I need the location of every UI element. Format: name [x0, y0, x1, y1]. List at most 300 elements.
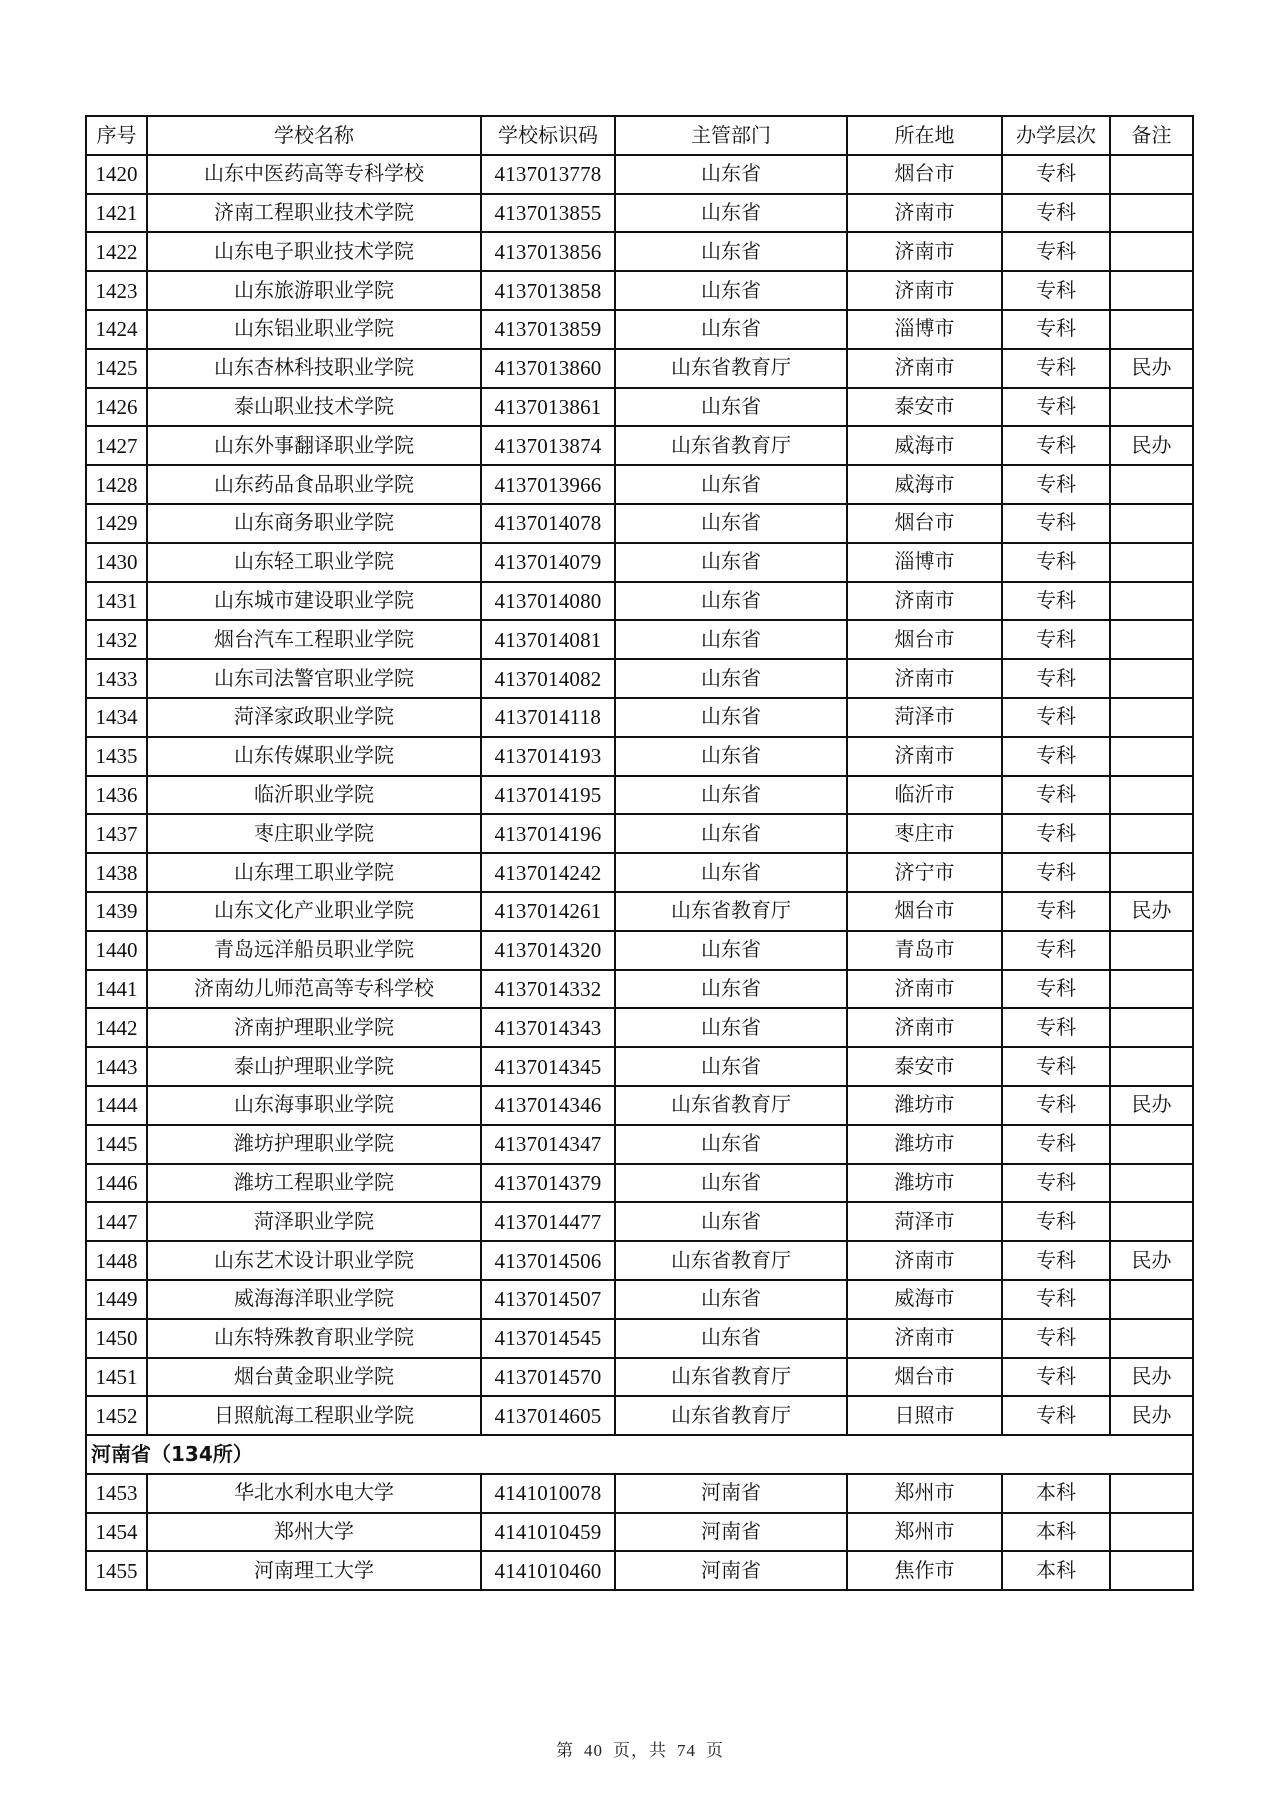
table-row [86, 271, 1193, 310]
cell-school-code: 4137013856 [481, 232, 615, 271]
cell-location: 济南市 [847, 582, 1002, 621]
cell-index: 1432 [86, 620, 147, 659]
cell-remarks [1110, 698, 1193, 737]
cell-school-name: 潍坊护理职业学院 [147, 1125, 481, 1164]
cell-school-code: 4137013874 [481, 426, 615, 465]
cell-index: 1439 [86, 892, 147, 931]
cell-level: 专科 [1002, 1086, 1110, 1125]
table-row [86, 1396, 1193, 1435]
cell-school-code: 4137014196 [481, 814, 615, 853]
cell-level: 本科 [1002, 1474, 1110, 1513]
cell-level: 专科 [1002, 1358, 1110, 1397]
cell-authority: 山东省教育厅 [615, 1241, 847, 1280]
cell-school-name: 潍坊工程职业学院 [147, 1164, 481, 1203]
cell-remarks [1110, 1125, 1193, 1164]
cell-index: 1455 [86, 1551, 147, 1590]
cell-level: 专科 [1002, 271, 1110, 310]
cell-level: 专科 [1002, 1008, 1110, 1047]
cell-school-name: 山东杏林科技职业学院 [147, 349, 481, 388]
cell-school-name: 山东特殊教育职业学院 [147, 1319, 481, 1358]
cell-remarks [1110, 931, 1193, 970]
cell-location: 济南市 [847, 737, 1002, 776]
cell-school-name: 郑州大学 [147, 1513, 481, 1552]
cell-authority: 山东省 [615, 310, 847, 349]
table-row [86, 814, 1193, 853]
cell-level: 专科 [1002, 620, 1110, 659]
cell-remarks [1110, 543, 1193, 582]
footer-mid: 页，共 [613, 1741, 667, 1760]
cell-remarks [1110, 1280, 1193, 1319]
cell-index: 1435 [86, 737, 147, 776]
table-row [86, 582, 1193, 621]
cell-remarks [1110, 465, 1193, 504]
cell-location: 济南市 [847, 1008, 1002, 1047]
cell-school-code: 4137014082 [481, 659, 615, 698]
table-row [86, 931, 1193, 970]
cell-location: 泰安市 [847, 388, 1002, 427]
cell-level: 专科 [1002, 1125, 1110, 1164]
cell-location: 威海市 [847, 1280, 1002, 1319]
province-section-row [86, 1435, 1193, 1474]
cell-authority: 山东省 [615, 620, 847, 659]
cell-location: 济南市 [847, 232, 1002, 271]
cell-school-name: 菏泽家政职业学院 [147, 698, 481, 737]
cell-school-code: 4137014261 [481, 892, 615, 931]
cell-level: 专科 [1002, 970, 1110, 1009]
cell-authority: 山东省 [615, 1047, 847, 1086]
cell-index: 1420 [86, 155, 147, 194]
cell-location: 潍坊市 [847, 1164, 1002, 1203]
cell-location: 烟台市 [847, 504, 1002, 543]
page-footer [0, 1736, 1280, 1761]
cell-school-name: 威海海洋职业学院 [147, 1280, 481, 1319]
cell-location: 潍坊市 [847, 1086, 1002, 1125]
cell-authority: 山东省教育厅 [615, 1086, 847, 1125]
cell-index: 1426 [86, 388, 147, 427]
cell-school-name: 枣庄职业学院 [147, 814, 481, 853]
cell-school-name: 烟台汽车工程职业学院 [147, 620, 481, 659]
cell-remarks [1110, 310, 1193, 349]
cell-index: 1427 [86, 426, 147, 465]
cell-authority: 山东省教育厅 [615, 892, 847, 931]
table-row [86, 232, 1193, 271]
cell-authority: 山东省 [615, 1008, 847, 1047]
cell-index: 1422 [86, 232, 147, 271]
cell-school-code: 4137014080 [481, 582, 615, 621]
cell-level: 专科 [1002, 349, 1110, 388]
cell-authority: 山东省 [615, 1319, 847, 1358]
cell-remarks [1110, 582, 1193, 621]
cell-index: 1431 [86, 582, 147, 621]
cell-remarks: 民办 [1110, 1241, 1193, 1280]
cell-index: 1449 [86, 1280, 147, 1319]
cell-location: 烟台市 [847, 1358, 1002, 1397]
cell-remarks [1110, 814, 1193, 853]
cell-authority: 山东省教育厅 [615, 1358, 847, 1397]
cell-school-code: 4141010460 [481, 1551, 615, 1590]
header-remarks: 备注 [1110, 116, 1193, 155]
cell-school-name: 山东外事翻译职业学院 [147, 426, 481, 465]
cell-location: 济南市 [847, 970, 1002, 1009]
cell-remarks [1110, 1008, 1193, 1047]
cell-school-code: 4137014477 [481, 1202, 615, 1241]
cell-level: 本科 [1002, 1551, 1110, 1590]
cell-authority: 山东省 [615, 582, 847, 621]
cell-index: 1445 [86, 1125, 147, 1164]
cell-level: 专科 [1002, 426, 1110, 465]
cell-school-code: 4137014507 [481, 1280, 615, 1319]
cell-remarks [1110, 1202, 1193, 1241]
cell-remarks [1110, 1551, 1193, 1590]
cell-authority: 山东省教育厅 [615, 426, 847, 465]
cell-location: 威海市 [847, 465, 1002, 504]
cell-school-code: 4137014079 [481, 543, 615, 582]
cell-location: 烟台市 [847, 892, 1002, 931]
cell-level: 专科 [1002, 853, 1110, 892]
table-row [86, 776, 1193, 815]
cell-level: 专科 [1002, 1241, 1110, 1280]
cell-remarks [1110, 388, 1193, 427]
cell-school-name: 日照航海工程职业学院 [147, 1396, 481, 1435]
cell-authority: 山东省 [615, 388, 847, 427]
cell-school-name: 山东轻工职业学院 [147, 543, 481, 582]
cell-index: 1452 [86, 1396, 147, 1435]
cell-school-name: 临沂职业学院 [147, 776, 481, 815]
cell-location: 淄博市 [847, 543, 1002, 582]
cell-index: 1442 [86, 1008, 147, 1047]
cell-school-code: 4137013855 [481, 194, 615, 233]
cell-school-code: 4137014570 [481, 1358, 615, 1397]
cell-level: 专科 [1002, 388, 1110, 427]
cell-authority: 山东省 [615, 659, 847, 698]
cell-authority: 山东省 [615, 931, 847, 970]
cell-authority: 山东省 [615, 776, 847, 815]
cell-index: 1453 [86, 1474, 147, 1513]
table-row [86, 1358, 1193, 1397]
table-row [86, 1551, 1193, 1590]
cell-school-code: 4141010078 [481, 1474, 615, 1513]
table-row [86, 737, 1193, 776]
table-row [86, 1241, 1193, 1280]
cell-school-name: 山东电子职业技术学院 [147, 232, 481, 271]
cell-authority: 山东省 [615, 1125, 847, 1164]
cell-remarks [1110, 232, 1193, 271]
cell-level: 专科 [1002, 776, 1110, 815]
cell-index: 1421 [86, 194, 147, 233]
cell-authority: 山东省 [615, 504, 847, 543]
cell-remarks [1110, 620, 1193, 659]
cell-school-name: 山东旅游职业学院 [147, 271, 481, 310]
table-row [86, 388, 1193, 427]
cell-school-name: 山东中医药高等专科学校 [147, 155, 481, 194]
cell-school-code: 4137014320 [481, 931, 615, 970]
cell-authority: 山东省 [615, 814, 847, 853]
cell-level: 专科 [1002, 698, 1110, 737]
header-school-code: 学校标识码 [481, 116, 615, 155]
cell-remarks [1110, 1319, 1193, 1358]
table-row [86, 1047, 1193, 1086]
cell-school-name: 青岛远洋船员职业学院 [147, 931, 481, 970]
cell-remarks [1110, 504, 1193, 543]
table-row [86, 620, 1193, 659]
cell-school-code: 4137014343 [481, 1008, 615, 1047]
table-row [86, 504, 1193, 543]
table-row [86, 1086, 1193, 1125]
cell-index: 1423 [86, 271, 147, 310]
cell-remarks: 民办 [1110, 349, 1193, 388]
table-row [86, 465, 1193, 504]
cell-school-code: 4137014506 [481, 1241, 615, 1280]
cell-index: 1429 [86, 504, 147, 543]
cell-remarks [1110, 1164, 1193, 1203]
cell-index: 1446 [86, 1164, 147, 1203]
cell-school-code: 4137014078 [481, 504, 615, 543]
table-row [86, 1319, 1193, 1358]
cell-remarks [1110, 194, 1193, 233]
cell-level: 专科 [1002, 814, 1110, 853]
cell-index: 1424 [86, 310, 147, 349]
cell-school-code: 4137014242 [481, 853, 615, 892]
cell-school-code: 4137013966 [481, 465, 615, 504]
cell-level: 专科 [1002, 194, 1110, 233]
cell-school-code: 4137014345 [481, 1047, 615, 1086]
cell-location: 泰安市 [847, 1047, 1002, 1086]
cell-index: 1450 [86, 1319, 147, 1358]
cell-school-name: 山东艺术设计职业学院 [147, 1241, 481, 1280]
cell-level: 专科 [1002, 892, 1110, 931]
cell-index: 1454 [86, 1513, 147, 1552]
cell-authority: 山东省 [615, 970, 847, 1009]
cell-school-code: 4137014545 [481, 1319, 615, 1358]
table-row [86, 1164, 1193, 1203]
cell-location: 济南市 [847, 271, 1002, 310]
cell-authority: 山东省 [615, 1164, 847, 1203]
cell-school-code: 4137013861 [481, 388, 615, 427]
cell-school-code: 4137014332 [481, 970, 615, 1009]
cell-remarks: 民办 [1110, 1358, 1193, 1397]
cell-authority: 山东省 [615, 543, 847, 582]
cell-index: 1430 [86, 543, 147, 582]
cell-remarks: 民办 [1110, 426, 1193, 465]
cell-remarks [1110, 1474, 1193, 1513]
cell-remarks [1110, 1047, 1193, 1086]
cell-index: 1425 [86, 349, 147, 388]
cell-level: 专科 [1002, 465, 1110, 504]
table-row [86, 543, 1193, 582]
cell-index: 1440 [86, 931, 147, 970]
cell-authority: 山东省教育厅 [615, 1396, 847, 1435]
cell-level: 本科 [1002, 1513, 1110, 1552]
footer-prefix: 第 [556, 1741, 574, 1760]
cell-school-name: 山东铝业职业学院 [147, 310, 481, 349]
cell-level: 专科 [1002, 582, 1110, 621]
cell-school-name: 泰山护理职业学院 [147, 1047, 481, 1086]
cell-school-name: 济南幼儿师范高等专科学校 [147, 970, 481, 1009]
table-row [86, 1008, 1193, 1047]
table-row [86, 194, 1193, 233]
table-row [86, 1513, 1193, 1552]
cell-location: 烟台市 [847, 620, 1002, 659]
cell-level: 专科 [1002, 1280, 1110, 1319]
cell-authority: 河南省 [615, 1474, 847, 1513]
table-row [86, 310, 1193, 349]
province-section-label: 河南省（134所） [86, 1435, 1193, 1474]
cell-school-name: 菏泽职业学院 [147, 1202, 481, 1241]
cell-location: 济南市 [847, 1319, 1002, 1358]
cell-school-code: 4141010459 [481, 1513, 615, 1552]
cell-location: 济南市 [847, 194, 1002, 233]
cell-school-name: 济南工程职业技术学院 [147, 194, 481, 233]
cell-school-code: 4137014379 [481, 1164, 615, 1203]
cell-authority: 山东省 [615, 194, 847, 233]
header-location: 所在地 [847, 116, 1002, 155]
cell-authority: 山东省 [615, 465, 847, 504]
cell-level: 专科 [1002, 737, 1110, 776]
table-row [86, 698, 1193, 737]
cell-index: 1428 [86, 465, 147, 504]
cell-remarks: 民办 [1110, 1396, 1193, 1435]
cell-school-name: 山东传媒职业学院 [147, 737, 481, 776]
cell-school-name: 烟台黄金职业学院 [147, 1358, 481, 1397]
cell-school-code: 4137013859 [481, 310, 615, 349]
cell-level: 专科 [1002, 232, 1110, 271]
cell-school-name: 河南理工大学 [147, 1551, 481, 1590]
cell-authority: 山东省 [615, 1280, 847, 1319]
cell-school-name: 山东药品食品职业学院 [147, 465, 481, 504]
header-school-name: 学校名称 [147, 116, 481, 155]
cell-authority: 山东省 [615, 1202, 847, 1241]
cell-index: 1433 [86, 659, 147, 698]
cell-location: 临沂市 [847, 776, 1002, 815]
cell-level: 专科 [1002, 1319, 1110, 1358]
cell-authority: 河南省 [615, 1513, 847, 1552]
cell-authority: 山东省 [615, 232, 847, 271]
cell-location: 淄博市 [847, 310, 1002, 349]
cell-index: 1447 [86, 1202, 147, 1241]
cell-school-code: 4137014195 [481, 776, 615, 815]
cell-location: 威海市 [847, 426, 1002, 465]
cell-school-name: 济南护理职业学院 [147, 1008, 481, 1047]
cell-school-code: 4137014081 [481, 620, 615, 659]
header-authority: 主管部门 [615, 116, 847, 155]
header-index: 序号 [86, 116, 147, 155]
cell-authority: 山东省 [615, 853, 847, 892]
cell-school-name: 山东商务职业学院 [147, 504, 481, 543]
table-row [86, 1125, 1193, 1164]
schools-table [85, 115, 1194, 1591]
cell-location: 济南市 [847, 349, 1002, 388]
cell-remarks: 民办 [1110, 892, 1193, 931]
cell-school-name: 山东海事职业学院 [147, 1086, 481, 1125]
table-row [86, 1202, 1193, 1241]
table-row [86, 970, 1193, 1009]
cell-location: 青岛市 [847, 931, 1002, 970]
cell-school-name: 山东司法警官职业学院 [147, 659, 481, 698]
table-row [86, 155, 1193, 194]
cell-index: 1437 [86, 814, 147, 853]
cell-location: 济南市 [847, 1241, 1002, 1280]
cell-location: 枣庄市 [847, 814, 1002, 853]
cell-level: 专科 [1002, 310, 1110, 349]
cell-school-name: 山东城市建设职业学院 [147, 582, 481, 621]
cell-authority: 河南省 [615, 1551, 847, 1590]
cell-remarks [1110, 155, 1193, 194]
cell-authority: 山东省 [615, 271, 847, 310]
table-row [86, 1474, 1193, 1513]
cell-school-code: 4137014346 [481, 1086, 615, 1125]
table-row [86, 853, 1193, 892]
cell-school-name: 山东理工职业学院 [147, 853, 481, 892]
cell-school-name: 山东文化产业职业学院 [147, 892, 481, 931]
cell-location: 菏泽市 [847, 698, 1002, 737]
cell-remarks [1110, 776, 1193, 815]
footer-total-pages: 74 [677, 1741, 696, 1760]
cell-level: 专科 [1002, 931, 1110, 970]
cell-index: 1444 [86, 1086, 147, 1125]
table-row [86, 426, 1193, 465]
cell-authority: 山东省 [615, 155, 847, 194]
cell-remarks: 民办 [1110, 1086, 1193, 1125]
cell-remarks [1110, 659, 1193, 698]
cell-school-code: 4137013860 [481, 349, 615, 388]
cell-school-code: 4137014193 [481, 737, 615, 776]
cell-remarks [1110, 853, 1193, 892]
cell-school-name: 泰山职业技术学院 [147, 388, 481, 427]
cell-remarks [1110, 970, 1193, 1009]
cell-index: 1441 [86, 970, 147, 1009]
cell-index: 1436 [86, 776, 147, 815]
table-header-row [86, 116, 1193, 155]
cell-location: 济南市 [847, 659, 1002, 698]
header-level: 办学层次 [1002, 116, 1110, 155]
cell-remarks [1110, 737, 1193, 776]
cell-level: 专科 [1002, 1202, 1110, 1241]
cell-school-code: 4137013858 [481, 271, 615, 310]
table-row [86, 349, 1193, 388]
cell-school-code: 4137013778 [481, 155, 615, 194]
cell-level: 专科 [1002, 1396, 1110, 1435]
cell-school-name: 华北水利水电大学 [147, 1474, 481, 1513]
cell-school-code: 4137014605 [481, 1396, 615, 1435]
cell-level: 专科 [1002, 504, 1110, 543]
cell-level: 专科 [1002, 543, 1110, 582]
cell-level: 专科 [1002, 659, 1110, 698]
cell-school-code: 4137014118 [481, 698, 615, 737]
cell-location: 菏泽市 [847, 1202, 1002, 1241]
cell-level: 专科 [1002, 155, 1110, 194]
cell-index: 1434 [86, 698, 147, 737]
cell-school-code: 4137014347 [481, 1125, 615, 1164]
cell-location: 潍坊市 [847, 1125, 1002, 1164]
cell-authority: 山东省 [615, 698, 847, 737]
cell-index: 1448 [86, 1241, 147, 1280]
cell-location: 焦作市 [847, 1551, 1002, 1590]
cell-level: 专科 [1002, 1164, 1110, 1203]
cell-remarks [1110, 271, 1193, 310]
table-row [86, 892, 1193, 931]
footer-page-number: 40 [584, 1741, 603, 1760]
cell-location: 郑州市 [847, 1513, 1002, 1552]
cell-authority: 山东省 [615, 737, 847, 776]
cell-index: 1451 [86, 1358, 147, 1397]
table-body [86, 155, 1193, 1590]
cell-remarks [1110, 1513, 1193, 1552]
table-row [86, 1280, 1193, 1319]
cell-location: 郑州市 [847, 1474, 1002, 1513]
cell-index: 1438 [86, 853, 147, 892]
cell-location: 济宁市 [847, 853, 1002, 892]
cell-level: 专科 [1002, 1047, 1110, 1086]
